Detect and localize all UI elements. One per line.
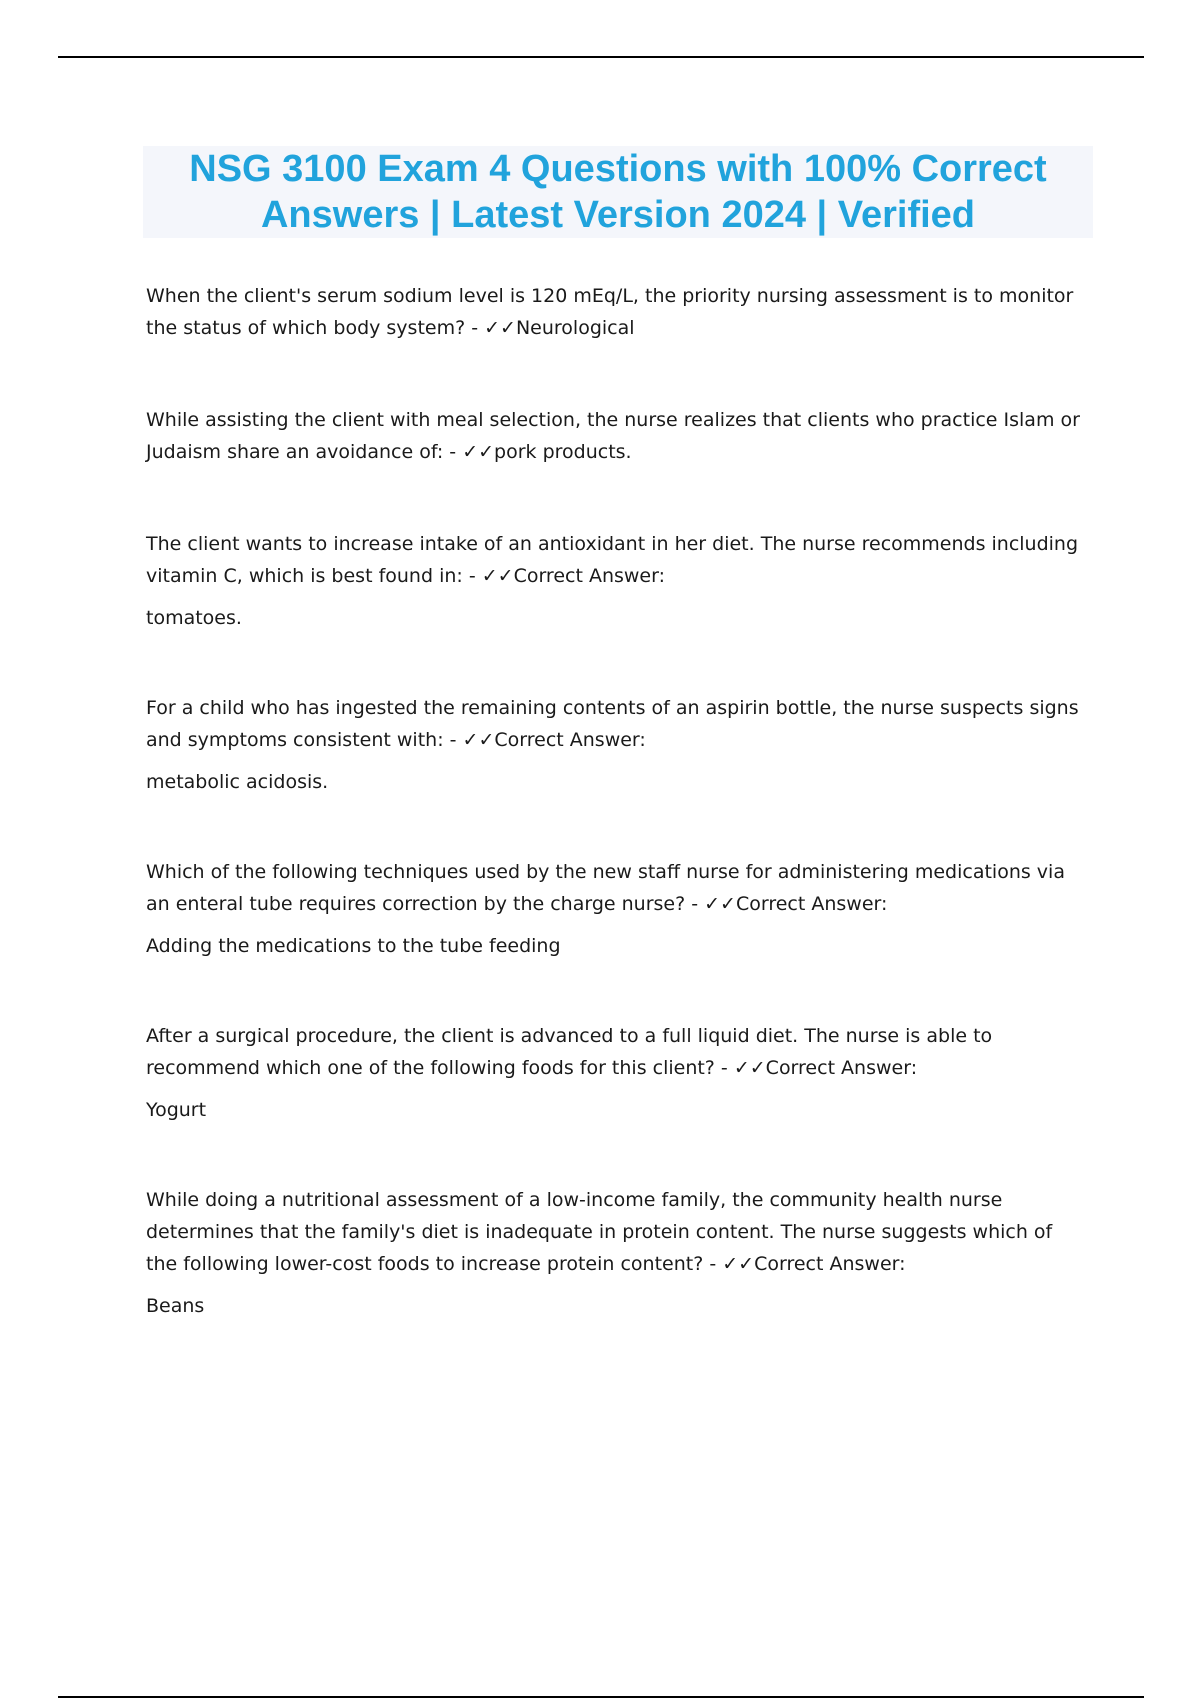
question-text: For a child who has ingested the remaining contents of an aspirin bottle, the nurse suspects signs and symptoms consistent with: - ✓✓Correct Answer: [146,697,1079,751]
question-list [146,280,1086,1380]
question-item-3 [146,528,1086,632]
header-rule [58,56,1144,58]
question-text: While doing a nutritional assessment of a low-income family, the community health nurse determines that the family's diet is inadequate in protein content. The nurse suggests which of the following lower-cost foods to increase protein content? - ✓✓Correct Answer: [146,1189,1053,1275]
answer-text: Adding the medications to the tube feeding [146,935,561,957]
answer-text: Beans [146,1295,205,1317]
question-item-7 [146,1184,1086,1320]
answer-text: metabolic acidosis. [146,771,329,793]
answer-text: tomatoes. [146,607,242,629]
question-item-4 [146,692,1086,796]
question-item-2 [146,404,1086,468]
question-text: While assisting the client with meal selection, the nurse realizes that clients who practice Islam or Judaism share an avoidance of: - ✓✓pork products. [146,409,1080,463]
footer-rule [58,1696,1144,1698]
question-item-6 [146,1020,1086,1124]
question-item-5 [146,856,1086,960]
title-banner [143,146,1093,238]
question-text: When the client's serum sodium level is 120 mEq/L, the priority nursing assessment is to monitor the status of which body system? - ✓✓Neurological [146,285,1074,339]
document-title: NSG 3100 Exam 4 Questions with 100% Correct Answers | Latest Version 2024 | Verified [189,148,1047,236]
question-text: The client wants to increase intake of an antioxidant in her diet. The nurse recommends including vitamin C, which is best found in: - ✓✓Correct Answer: [146,533,1079,587]
question-text: Which of the following techniques used by the new staff nurse for administering medications via an enteral tube requires correction by the charge nurse? - ✓✓Correct Answer: [146,861,1065,915]
answer-text: Yogurt [146,1099,207,1121]
question-text: After a surgical procedure, the client is advanced to a full liquid diet. The nurse is able to recommend which one of the following foods for this client? - ✓✓Correct Answer: [146,1025,993,1079]
question-item-1 [146,280,1086,344]
